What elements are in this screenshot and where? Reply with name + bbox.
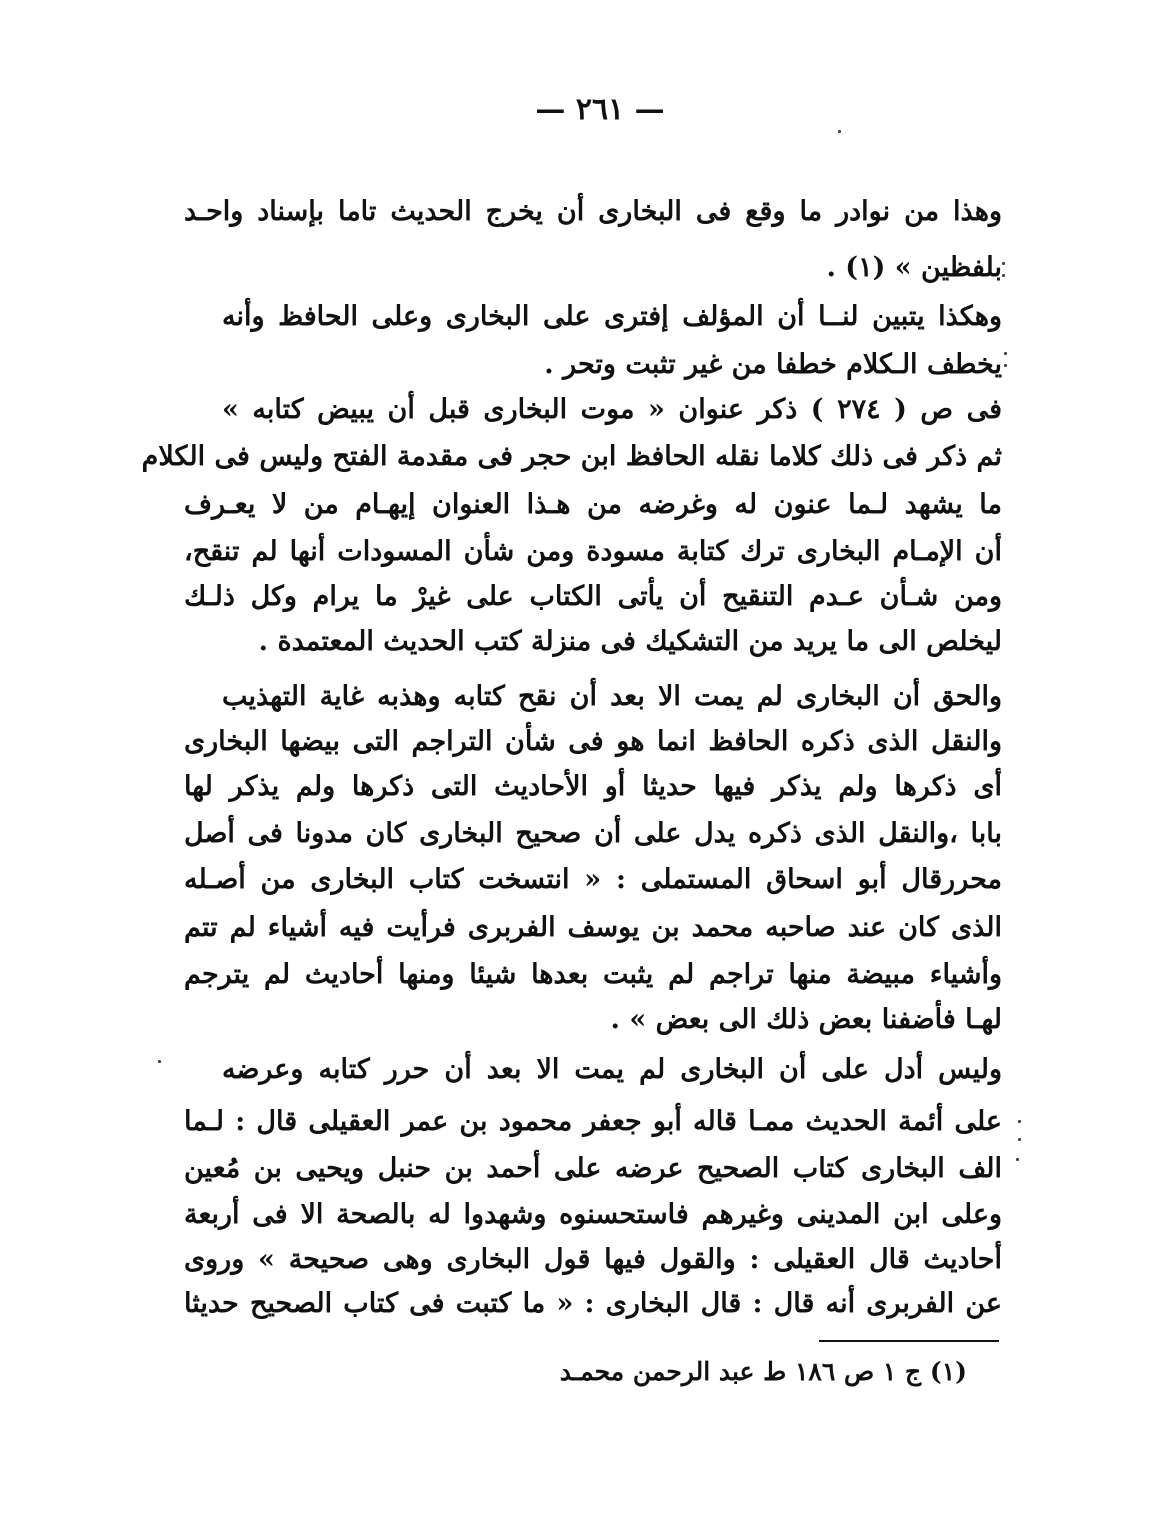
text-line: أى ذكرها ولم يذكر فيها حديثا أو الأحاديث التى ذكرها ولم يذكر لها [184, 771, 1002, 802]
text-line: أحاديث قال العقيلى : والقول فيها قول البخارى وهى صحيحة » وروى [184, 1244, 1002, 1275]
text-line: ليخلص الى ما يريد من التشكيك فى منزلة كتب الحديث المعتمدة . [258, 626, 1002, 657]
text-line: وهذا من نوادر ما وقع فى البخارى أن يخرج الحديث تاما بإسناد واحـد [184, 196, 1002, 227]
text-line: بابا ،والنقل الذى ذكره يدل على أن صحيح البخارى كان مدونا فى أصل [184, 818, 1002, 849]
text-line: ثم ذكر فى ذلك كلاما نقله الحافظ ابن حجر فى مقدمة الفتح وليس فى الكلام [141, 441, 1002, 472]
text-line: والنقل الذى ذكره الحافظ انما هو فى شأن التراجم التى بيضها البخارى [184, 726, 1002, 757]
text-line: وليس أدل على أن البخارى لم يمت الا بعد أن حرر كتابه وعرضه [222, 1054, 1002, 1085]
text-line: لهـا فأضفنا بعض ذلك الى بعض » . [610, 1004, 1002, 1035]
text-line: محررقال أبو اسحاق المستملى : « انتسخت كتاب البخارى من أصـله [184, 864, 1002, 895]
text-line: والحق أن البخارى لم يمت الا بعد أن نقح كتابه وهذبه غاية التهذيب [222, 681, 1002, 712]
text-line: عن الفربرى أنه قال : قال البخارى : « ما كتبت فى كتاب الصحيح حديثا [184, 1288, 1002, 1319]
footnote-divider [819, 1340, 999, 1342]
text-line: الف البخارى كتاب الصحيح عرضه على أحمد بن حنبل ويحيى بن مُعين [184, 1153, 1002, 1184]
text-line: أن الإمـام البخارى ترك كتابة مسودة ومن شأن المسودات أنها لم تنقح، [184, 536, 1002, 567]
text-line: وعلى ابن المدينى وغيرهم فاستحسنوه وشهدوا له بالصحة الا فى أربعة [184, 1199, 1002, 1230]
text-line: ما يشهد لـما عنون له وغرضه من هـذا العنوان إيهـام من لا يعـرف [184, 489, 1002, 520]
text-line: على أئمة الحديث ممـا قاله أبو جعفر محمود بن عمر العقيلى قال : لـما [184, 1106, 1002, 1137]
text-line: الذى كان عند صاحبه محمد بن يوسف الفربرى فرأيت فيه أشياء لم تتم [184, 912, 1002, 943]
text-line: فى ص ( ٢٧٤ ) ذكر عنوان « موت البخارى قبل أن يبيض كتابه » [222, 394, 1002, 425]
text-line: يخطف الـكلام خطفا من غير تثبت وتحر . [544, 349, 1002, 380]
text-line: وأشياء مبيضة منها تراجم لم يثبت بعدها شيئا ومنها أحاديث لم يترجم [184, 959, 1002, 990]
footnote: (١) ج ١ ص ١٨٦ ط عبد الرحمن محمـد [559, 1357, 967, 1386]
page-number: — ٢٦١ — [535, 92, 665, 127]
text-line: ومن شـأن عـدم التنقيح أن يأتى الكتاب على غيرْ ما يرام وكل ذلـك [184, 581, 1002, 612]
text-line: وهكذا يتبين لنــا أن المؤلف إفترى على البخارى وعلى الحافظ وأنه [222, 301, 1002, 332]
text-line: بلفظين » (١) . [826, 252, 1002, 283]
